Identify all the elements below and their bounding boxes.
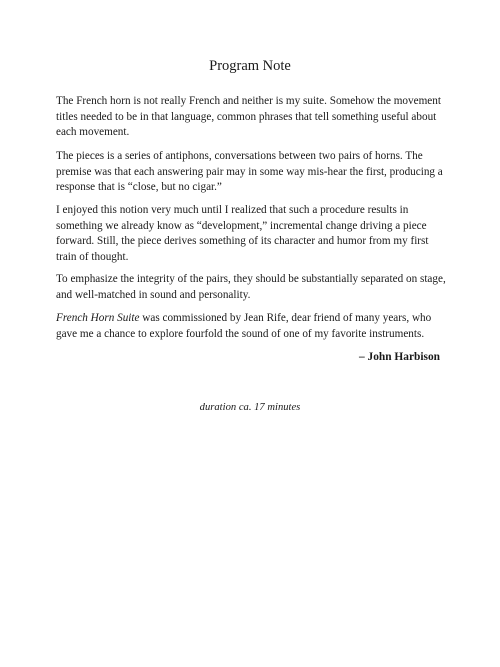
author-signature: – John Harbison: [358, 351, 440, 363]
page-title: Program Note: [209, 58, 291, 74]
paragraph-text: To emphasize the integrity of the pairs, they should be substantially separated on stage, and well-matched in sound and personality.: [56, 273, 446, 301]
paragraph-antiphons: [56, 149, 448, 196]
work-title: French Horn Suite: [56, 312, 140, 324]
paragraph-commission: [56, 311, 448, 342]
paragraph-pairs: [56, 272, 448, 303]
duration-note: duration ca. 17 minutes: [199, 402, 301, 413]
paragraph-text: was commissioned by Jean Rife, dear friend of many years, who gave me a chance to explore fourfold the sound of one of my favorite instruments.: [56, 312, 432, 340]
paragraph-text: The pieces is a series of antiphons, conversations between two pairs of horns. The premise was that each answering pair may in some way mis-hear the first, producing a response that is “close, but no cigar.”: [56, 150, 443, 194]
paragraph-text: The French horn is not really French and neither is my suite. Somehow the movement titles needed to be in that language, common phrases that tell something useful about each movement.: [56, 95, 441, 139]
paragraph-development: [56, 203, 448, 265]
paragraph-text: I enjoyed this notion very much until I realized that such a procedure results in something we already know as “development,” incremental change driving a piece forward. Still, the piece derives something of its character and humor from my first train of thought.: [56, 204, 429, 263]
paragraph-french-titles: [56, 94, 448, 141]
